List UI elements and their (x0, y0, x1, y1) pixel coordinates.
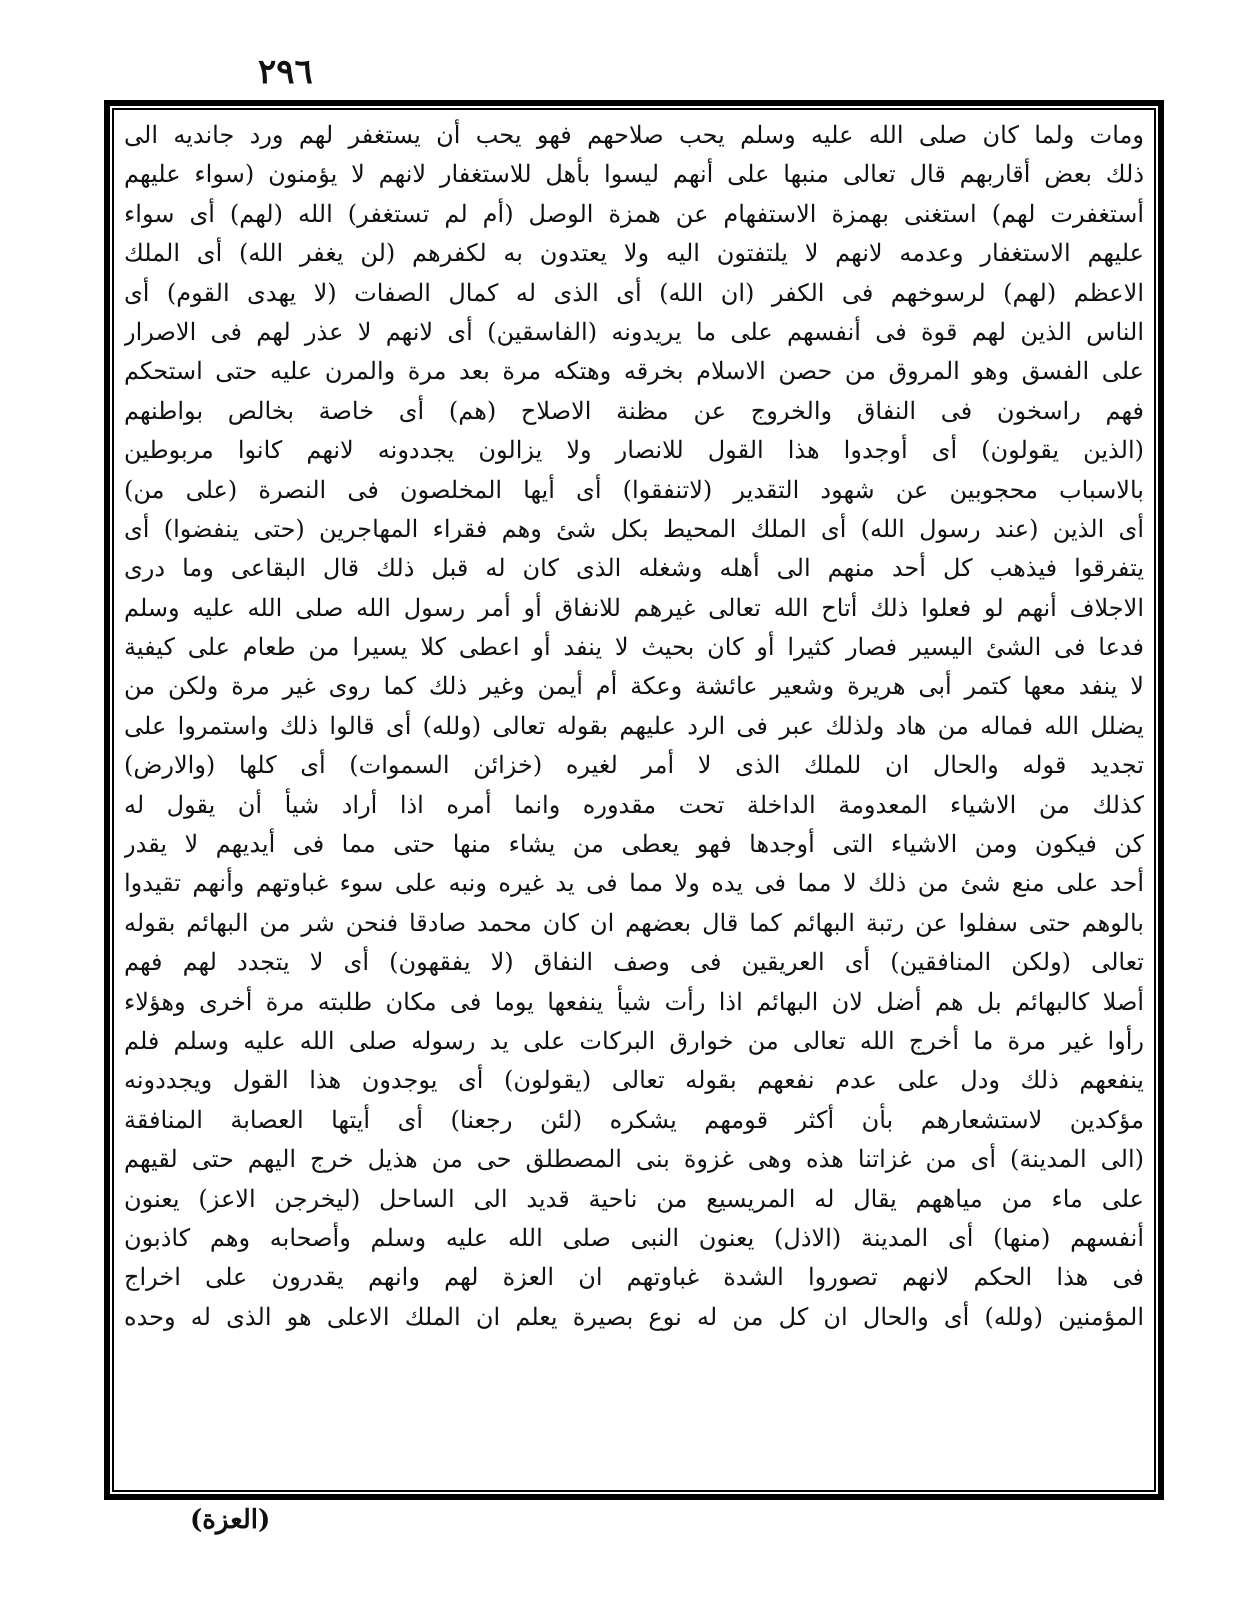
text-line: بالاسباب محجوبين عن شهود التقدير (لاتنفقوا) أى أيها المخلصون فى النصرة (على من) (124, 475, 1144, 504)
text-line: أحد على منع شئ من ذلك لا مما فى يده ولا مما فى يد غيره ونبه على سوء غباوتهم وأنهم تقيدوا (124, 869, 1144, 898)
text-line: المؤمنين (ولله) أى والحال ان كل من له نوع بصيرة يعلم ان الملك الاعلى هو الذى له وحده (124, 1302, 1144, 1331)
text-line: رأوا غير مرة ما أخرج الله تعالى من خوارق البركات على يد رسوله صلى الله عليه وسلم فلم (124, 1026, 1144, 1055)
page-number: ٢٩٦ (258, 52, 313, 92)
text-line: كذلك من الاشياء المعدومة الداخلة تحت مقدوره وانما أمره اذا أراد شيأ أن يقول له (124, 790, 1144, 819)
text-line: فدعا فى الشئ اليسير فصار كثيرا أو كان بحيث لا ينفد أو اعطى كلا يسيرا من طعام على كيفية (124, 633, 1144, 662)
text-line: الاعظم (لهم) لرسوخهم فى الكفر (ان الله) أى الذى له كمال الصفات (لا يهدى القوم) أى (124, 278, 1144, 307)
text-line: أستغفرت لهم) استغنى بهمزة الاستفهام عن همزة الوصل (أم لم تستغفر) الله (لهم) أى سواء (124, 199, 1144, 228)
text-line: على ماء من مياههم يقال له المريسيع من ناحية قديد الى الساحل (ليخرجن الاعز) يعنون (124, 1184, 1144, 1213)
text-line: ينفعهم ذلك ودل على عدم نفعهم بقوله تعالى (يقولون) أى يوجدون هذا القول ويجددونه (124, 1066, 1144, 1095)
text-line: الاجلاف أنهم لو فعلوا ذلك أتاح الله تعالى غيرهم للانفاق أو أمر رسول الله صلى الله عليه وسلم (124, 593, 1144, 622)
text-line: فى هذا الحكم لانهم تصوروا الشدة غباوتهم ان العزة لهم وانهم يقدرون على اخراج (124, 1263, 1144, 1292)
text-line: أنفسهم (منها) أى المدينة (الاذل) يعنون النبى صلى الله عليه وسلم وأصحابه وهم كاذبون (124, 1223, 1144, 1252)
main-text (124, 116, 1144, 1486)
text-line: كن فيكون ومن الاشياء التى أوجدها فهو يعطى من يشاء منها حتى مما فى أيديهم لا يقدر (124, 830, 1144, 859)
text-line: ذلك بعض أقاربهم قال تعالى منبها على أنهم ليسوا بأهل للاستغفار لانهم لا يؤمنون (سواء عليهم (124, 160, 1144, 189)
text-line: الناس الذين لهم قوة فى أنفسهم على ما يريدونه (الفاسقين) أى لانهم لا عذر لهم فى الاصرار (124, 317, 1144, 346)
text-line: (الى المدينة) أى من غزاتنا هذه وهى غزوة بنى المصطلق حى من هذيل خرج اليهم حتى لقيهم (124, 1145, 1144, 1174)
text-line: بالوهم حتى سفلوا عن رتبة البهائم كما قال بعضهم ان كان محمد صادقا فنحن شر من البهائم بقوله (124, 908, 1144, 937)
text-line: ومات ولما كان صلى الله عليه وسلم يحب صلاحهم فهو يحب أن يستغفر لهم ورد جانديه الى (124, 121, 1144, 149)
text-line: تجديد قوله والحال ان للملك الذى لا أمر لغيره (خزائن السموات) أى كلها (والارض) (124, 751, 1144, 780)
text-line: أصلا كالبهائم بل هم أضل لان البهائم اذا رأت شيأ ينفعها يوما فى مكان طلبته مرة أخرى وهؤلاء (124, 987, 1144, 1016)
text-line: فهم راسخون فى النفاق والخروج عن مظنة الاصلاح (هم) أى خاصة بخالص بواطنهم (124, 396, 1144, 425)
text-line: لا ينفد معها كتمر أبى هريرة وشعير عائشة وعكة أم أيمن وغير ذلك كما روى غير مرة ولكن من (124, 672, 1144, 701)
text-line: أى الذين (عند رسول الله) أى الملك المحيط بكل شئ وهم فقراء المهاجرين (حتى ينفضوا) أى (124, 514, 1144, 543)
text-line: مؤكدين لاستشعارهم بأن أكثر قومهم يشكره (لئن رجعنا) أى أيتها العصابة المنافقة (124, 1105, 1144, 1134)
text-line: تعالى (ولكن المنافقين) أى العريقين فى وصف النفاق (لا يفقهون) أى لا يتجدد لهم فهم (124, 948, 1144, 977)
text-line: عليهم الاستغفار وعدمه لانهم لا يلتفتون اليه ولا يعتدون به لكفرهم (لن يغفر الله) أى الملك (124, 239, 1144, 268)
text-line: يتفرقوا فيذهب كل أحد منهم الى أهله وشغله الذى كان له قبل ذلك قال البقاعى وما درى (124, 554, 1144, 583)
catchword: (العزة) (190, 1505, 271, 1535)
text-line: (الذين يقولون) أى أوجدوا هذا القول للانصار ولا يزالون يجددونه لانهم كانوا مربوطين (124, 436, 1144, 465)
text-line: يضلل الله فماله من هاد ولذلك عبر فى الرد عليهم بقوله تعالى (ولله) أى قالوا ذلك واستمروا على (124, 711, 1144, 740)
text-line: على الفسق وهو المروق من حصن الاسلام بخرقه وهتكه مرة بعد مرة والمرن عليه حتى استحكم (124, 357, 1144, 386)
